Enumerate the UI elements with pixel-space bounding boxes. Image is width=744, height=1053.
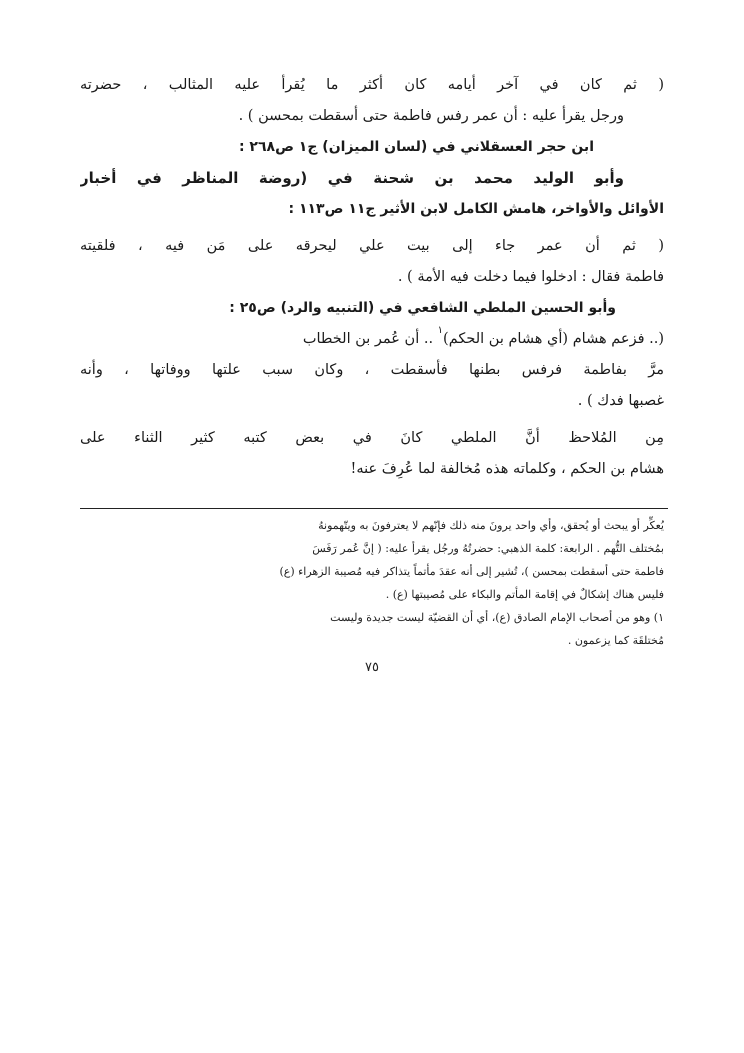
footnote-line: فليس هناك إشكالٌ في إقامة المأتم والبكاء على مُصيبتها (ع) . — [385, 588, 664, 601]
footnote-line: فاطمة حتى أسقطت بمحسن )، تُشير إلى أنه عقدَ مأتماً يتذاكر فيه مُصيبة الزهراء (ع) — [279, 565, 664, 578]
footnotes — [80, 514, 664, 652]
quote-line: فاطمة فقال : ادخلوا فيما دخلت فيه الأمة ) . — [397, 269, 664, 285]
footnote-separator — [80, 508, 668, 509]
section-heading: وأبو الحسين الملطي الشافعي في (التنبيه والرد) ص٢٥ : — [229, 300, 616, 316]
footnote-line: يُعكِّر أو يبحث أو يُحقق، وأي واحد يرونَ منه ذلك فإنّهم لا يعترفونَ به ويتّهمونهُ — [318, 519, 664, 532]
footnote-marker[interactable]: ١ — [437, 325, 444, 337]
main-text — [80, 70, 664, 485]
section-heading: وأبو الوليد محمد بن شحنة في (روضة المناظر في أخبار — [80, 169, 624, 187]
quote-fragment: (.. فزعم هشام (أي هشام بن الحكم) — [443, 331, 664, 347]
quote-line: ( ثم أن عمر جاء إلى بيت علي ليحرقه على مَن فيه ، فلقيته — [80, 238, 664, 254]
footnote-line: ١) وهو من أصحاب الإمام الصادق (ع)، أي أن القضيّة ليست جديدة وليست — [330, 611, 664, 624]
text-line: ( ثم كان في آخر أيامه كان أكثر ما يُقرأ عليه المثالب ، حضرته — [80, 77, 664, 93]
commentary-line: مِن المُلاحظ أنَّ الملطي كانَ في بعض كتبه كثير الثناء على — [80, 430, 664, 446]
quote-line — [80, 324, 664, 355]
quote-fragment: .. أن عُمر بن الخطاب — [302, 331, 438, 347]
section-heading: ابن حجر العسقلاني في (لسان الميزان) ج١ ص٢٦٨ : — [238, 139, 594, 155]
commentary-line: هشام بن الحكم ، وكلماته هذه مُخالفة لما عُرِفَ عنه! — [350, 461, 664, 477]
quote-line: مرَّ بفاطمة فرفس بطنها فأسقطت ، وكان سبب علتها ووفاتها ، وأنه — [80, 362, 664, 378]
section-heading: الأوائل والأواخر، هامش الكامل لابن الأثير ج١١ ص١١٣ : — [288, 201, 664, 217]
footnote-line: مُختلقَة كما يزعمون . — [567, 634, 664, 647]
page-number: ٧٥ — [365, 660, 379, 675]
text-line: ورجل يقرأ عليه : أن عمر رفس فاطمة حتى أسقطت بمحسن ) . — [238, 108, 624, 124]
quote-line: غصبها فدك ) . — [577, 393, 664, 409]
footnote-line: بمُختلف التُّهم . الرابعة: كلمة الذهبي: حضرتُهُ ورجُل يقرأ عليه: ( إنَّ عُمر رَفَسَ — [312, 542, 664, 555]
